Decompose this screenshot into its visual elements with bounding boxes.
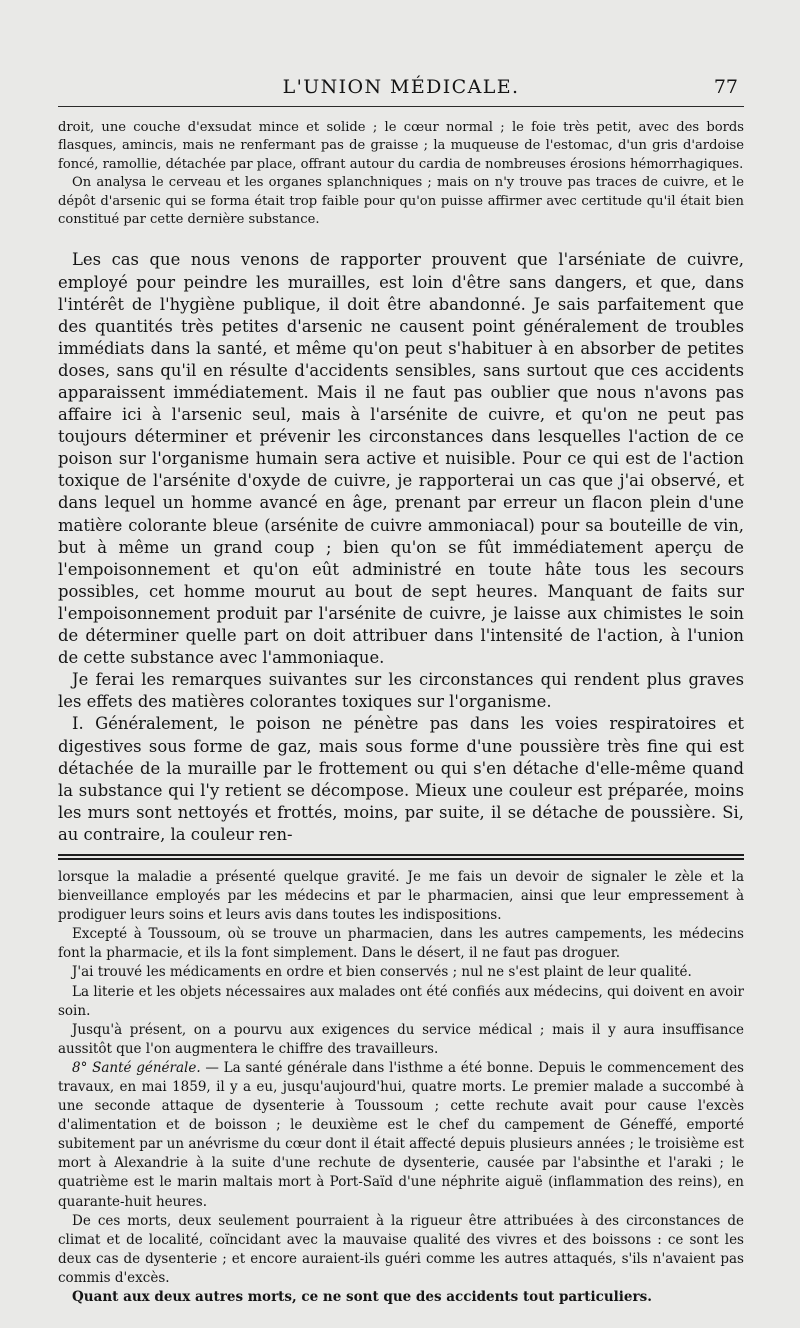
lower-paragraph: lorsque la maladie a présenté quelque gravité. Je me fais un devoir de signaler le zèle et la bienveillance employés par les médecins et par le pharmacien, ainsi que leur empressement à prodiguer leurs soins et leurs avis dans toutes les indispositions. [58, 868, 744, 924]
lower-paragraph: Excepté à Toussoum, où se trouve un pharmacien, dans les autres campements, les médecins font la pharmacie, et ils la font simplement. Dans le désert, il ne faut pas droguer. [58, 926, 744, 962]
top-paragraph: On analysa le cerveau et les organes splanchniques ; mais on n'y trouve pas traces de cuivre, et le dépôt d'arsenic qui se forma était trop faible pour qu'on puisse affirmer avec certitude qu'il était bien constitué par cette dernière substance. [58, 175, 744, 228]
lower-paragraph: J'ai trouvé les médicaments en ordre et bien conservés ; nul ne s'est plaint de leur qualité. [72, 964, 692, 981]
top-text-block [58, 119, 744, 229]
journal-title: L'UNION MÉDICALE. [282, 76, 520, 98]
section-divider [58, 854, 744, 860]
lower-paragraph: La literie et les objets nécessaires aux malades ont été confiés aux médecins, qui doivent en avoir soin. [58, 983, 744, 1019]
main-paragraph: Les cas que nous venons de rapporter prouvent que l'arséniate de cuivre, employé pour peindre les murailles, est loin d'être sans dangers, et que, dans l'intérêt de l'hygiène publique, il doit être abandonné. Je sais parfaitement que des quantités très petites d'arsenic ne causent point généralement de troubles immédiats dans la santé, et même qu'on peut s'habituer à en absorber de petites doses, sans qu'il en résulte d'accidents sensibles, sans surtout que ces accidents apparaissent immédiatement. Mais il ne faut pas oublier que nous n'avons pas affaire ici à l'arsenic seul, mais à l'arsénite de cuivre, et qu'on ne peut pas toujours déterminer et prévenir les circonstances dans lesquelles l'action de ce poison sur l'organisme humain sera active et nuisible. Pour ce qui est de l'action toxique de l'arsénite d'oxyde de cuivre, je rapporterai un cas que j'ai observé, et dans lequel un homme avancé en âge, prenant par erreur un flacon plein d'une matière colorante bleue (arsénite de cuivre ammoniacal) pour sa bouteille de vin, but à même un grand coup ; bien qu'on se fût immédiatement aperçu de l'empoisonnement et qu'on eût administré en toute hâte tous les secours possibles, cet homme mourut au bout de sept heures. Manquant de faits sur l'empoisonnement produit par l'arsénite de cuivre, je laisse aux chimistes le soin de déterminer quelle part on doit attribuer dans l'intensité de l'action, à l'union de cette substance avec l'ammoniaque. [58, 250, 744, 668]
main-paragraph: Je ferai les remarques suivantes sur les circonstances qui rendent plus graves les effets des matières colorantes toxiques sur l'organisme. [58, 670, 744, 712]
top-paragraph: droit, une couche d'exsudat mince et solide ; le cœur normal ; le foie très petit, avec des bords flasques, amincis, mais ne renfermant pas de graisse ; la muqueuse de l'estomac, d'un gris d'ardoise foncé, ramollie, détachée par place, offrant autour du cardia de nombreuses érosions hémorrhagiques. [58, 120, 744, 172]
main-text-block [58, 249, 744, 846]
lower-paragraph: De ces morts, deux seulement pourraient à la rigueur être attribuées à des circonstances de climat et de localité, coïncidant avec la mauvaise qualité des vivres et des boissons : ce sont les deux cas de dysenterie ; et encore auraient-ils guéri comme les autres attaqués, s'ils n'avaient pas commis d'excès. [58, 1212, 744, 1286]
lower-paragraph: Jusqu'à présent, on a pourvu aux exigences du service médical ; mais il y aura insuffisance aussitôt que l'on augmentera le chiffre des travailleurs. [58, 1021, 744, 1057]
main-paragraph: I. Généralement, le poison ne pénètre pas dans les voies respiratoires et digestives sous forme de gaz, mais sous forme d'une poussière très fine qui est détachée de la muraille par le frottement ou qui s'en détache d'elle-même quand la substance qui l'y retient se décompose. Mieux une couleur est préparée, moins les murs sont nettoyés et frottés, moins, par suite, il se détache de poussière. Si, au contraire, la couleur ren- [58, 714, 744, 844]
final-paragraph: Quant aux deux autres morts, ce ne sont que des accidents tout particuliers. [72, 1289, 652, 1306]
sante-generale-paragraph [58, 1059, 744, 1212]
lower-text-block [58, 868, 744, 1307]
running-header [58, 72, 744, 107]
page-number: 77 [713, 76, 738, 98]
sante-generale-text: — La santé générale dans l'isthme a été bonne. Depuis le commencement des travaux, en mai 1859, il y a eu, jusqu'aujourd'hui, quatre morts. Le premier malade a succombé à une seconde attaque de dysenterie à Toussoum ; cette rechute avait pour cause l'excès d'alimentation et de boisson ; le deuxième est le chef du campement de Géneffé, emporté subitement par un anévrisme du cœur dont il était affecté depuis plusieurs années ; le troisième est mort à Alexandrie à la suite d'une rechute de dysenterie, causée par l'absinthe et l'araki ; le quatrième est le marin maltais mort à Port-Saïd d'une néphrite aiguë (inflammation des reins), en quarante-huit heures. [58, 1059, 744, 1210]
sante-generale-label: 8° Santé générale. [72, 1059, 201, 1076]
